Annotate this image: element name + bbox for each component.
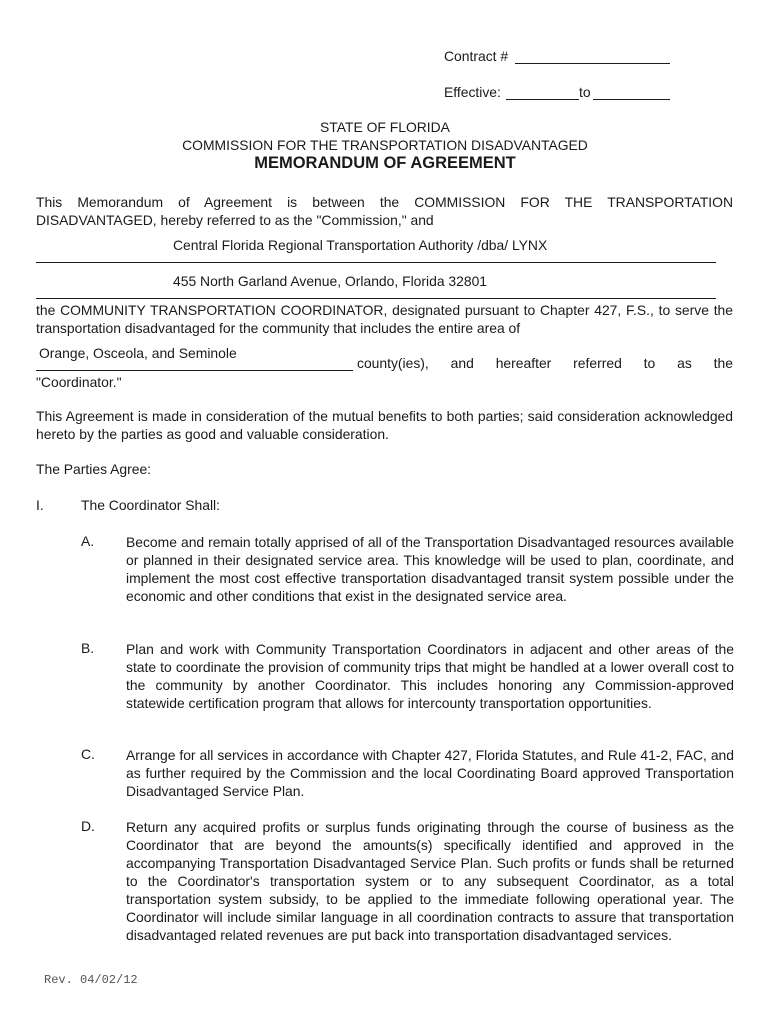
- document-title: MEMORANDUM OF AGREEMENT: [254, 154, 516, 172]
- contract-number-field[interactable]: [515, 48, 670, 64]
- revision-footer: Rev. 04/02/12: [44, 973, 138, 987]
- designation-paragraph: the COMMUNITY TRANSPORTATION COORDINATOR, designated pursuant to Chapter 427, F.S., to serve the transportation disadvantaged for the community that includes the entire area of: [36, 302, 733, 336]
- item-text: Return any acquired profits or surplus funds originating through the course of business as the Coordinator that are beyond the amounts(s) specifically identified and approved in the accompanying Transportation Disadvantaged Service Plan. Such profits or funds shall be returned to the Coordinator's transportation system or to any subsequent Coordinator, as a total transportation system subsidy, to be applied to the immediate following operational year. The Coordinator will include similar language in all coordination contracts to assure that transportation disadvantaged related revenues are put back into transportation disadvantaged services.: [126, 819, 734, 943]
- county-suffix-text: county(ies), and hereafter referred to as the: [357, 355, 733, 371]
- parties-agree-heading: The Parties Agree:: [36, 461, 152, 477]
- coordinator-label: "Coordinator.": [36, 374, 122, 390]
- counties-value[interactable]: Orange, Osceola, and Seminole: [39, 345, 237, 361]
- state-title: STATE OF FLORIDA: [320, 119, 450, 135]
- intro-paragraph: This Memorandum of Agreement is between the COMMISSION FOR THE TRANSPORTATION DISADVANTAGED, hereby referred to as the "Commission," and: [36, 194, 733, 228]
- item-letter: A.: [81, 533, 95, 549]
- item-text: Plan and work with Community Transportation Coordinators in adjacent and other areas of the state to coordinate the provision of community trips that might be handled at a lower overall cost to the community by another Coordinator. This includes honoring any Commission-approved statewide certification program that allows for intercounty transportation opportunities.: [126, 641, 734, 711]
- item-text: Arrange for all services in accordance with Chapter 427, Florida Statutes, and Rule 41-2, FAC, and as further required by the Commission and the local Coordinating Board approved Transportation Disadvantaged Service Plan.: [126, 747, 734, 799]
- commission-title: COMMISSION FOR THE TRANSPORTATION DISADVANTAGED: [182, 137, 588, 153]
- contract-number-label: Contract #: [444, 48, 509, 64]
- coordinator-name-underline: [36, 262, 716, 263]
- effective-label: Effective:: [444, 84, 501, 100]
- counties-underline: [36, 370, 353, 371]
- effective-start-field[interactable]: [506, 84, 579, 100]
- effective-to-label: to: [579, 84, 591, 100]
- coordinator-address-value[interactable]: 455 North Garland Avenue, Orlando, Florida 32801: [173, 273, 488, 289]
- coordinator-name-value[interactable]: Central Florida Regional Transportation Authority /dba/ LYNX: [173, 237, 548, 253]
- section-i-heading: The Coordinator Shall:: [81, 497, 220, 513]
- item-text: Become and remain totally apprised of all of the Transportation Disadvantaged resources available or planned in their designated service area. This knowledge will be used to plan, coordinate, and implement the most cost effective transportation disadvantaged transit system possible under the economic and other conditions that exist in the designated service area.: [126, 534, 734, 604]
- effective-end-field[interactable]: [593, 84, 670, 100]
- section-i-number: I.: [36, 497, 44, 513]
- consideration-paragraph: This Agreement is made in consideration of the mutual benefits to both parties; said consideration acknowledged hereto by the parties as good and valuable consideration.: [36, 408, 733, 442]
- item-letter: D.: [81, 818, 95, 834]
- coordinator-address-underline: [36, 298, 716, 299]
- item-letter: C.: [81, 746, 95, 762]
- item-letter: B.: [81, 640, 95, 656]
